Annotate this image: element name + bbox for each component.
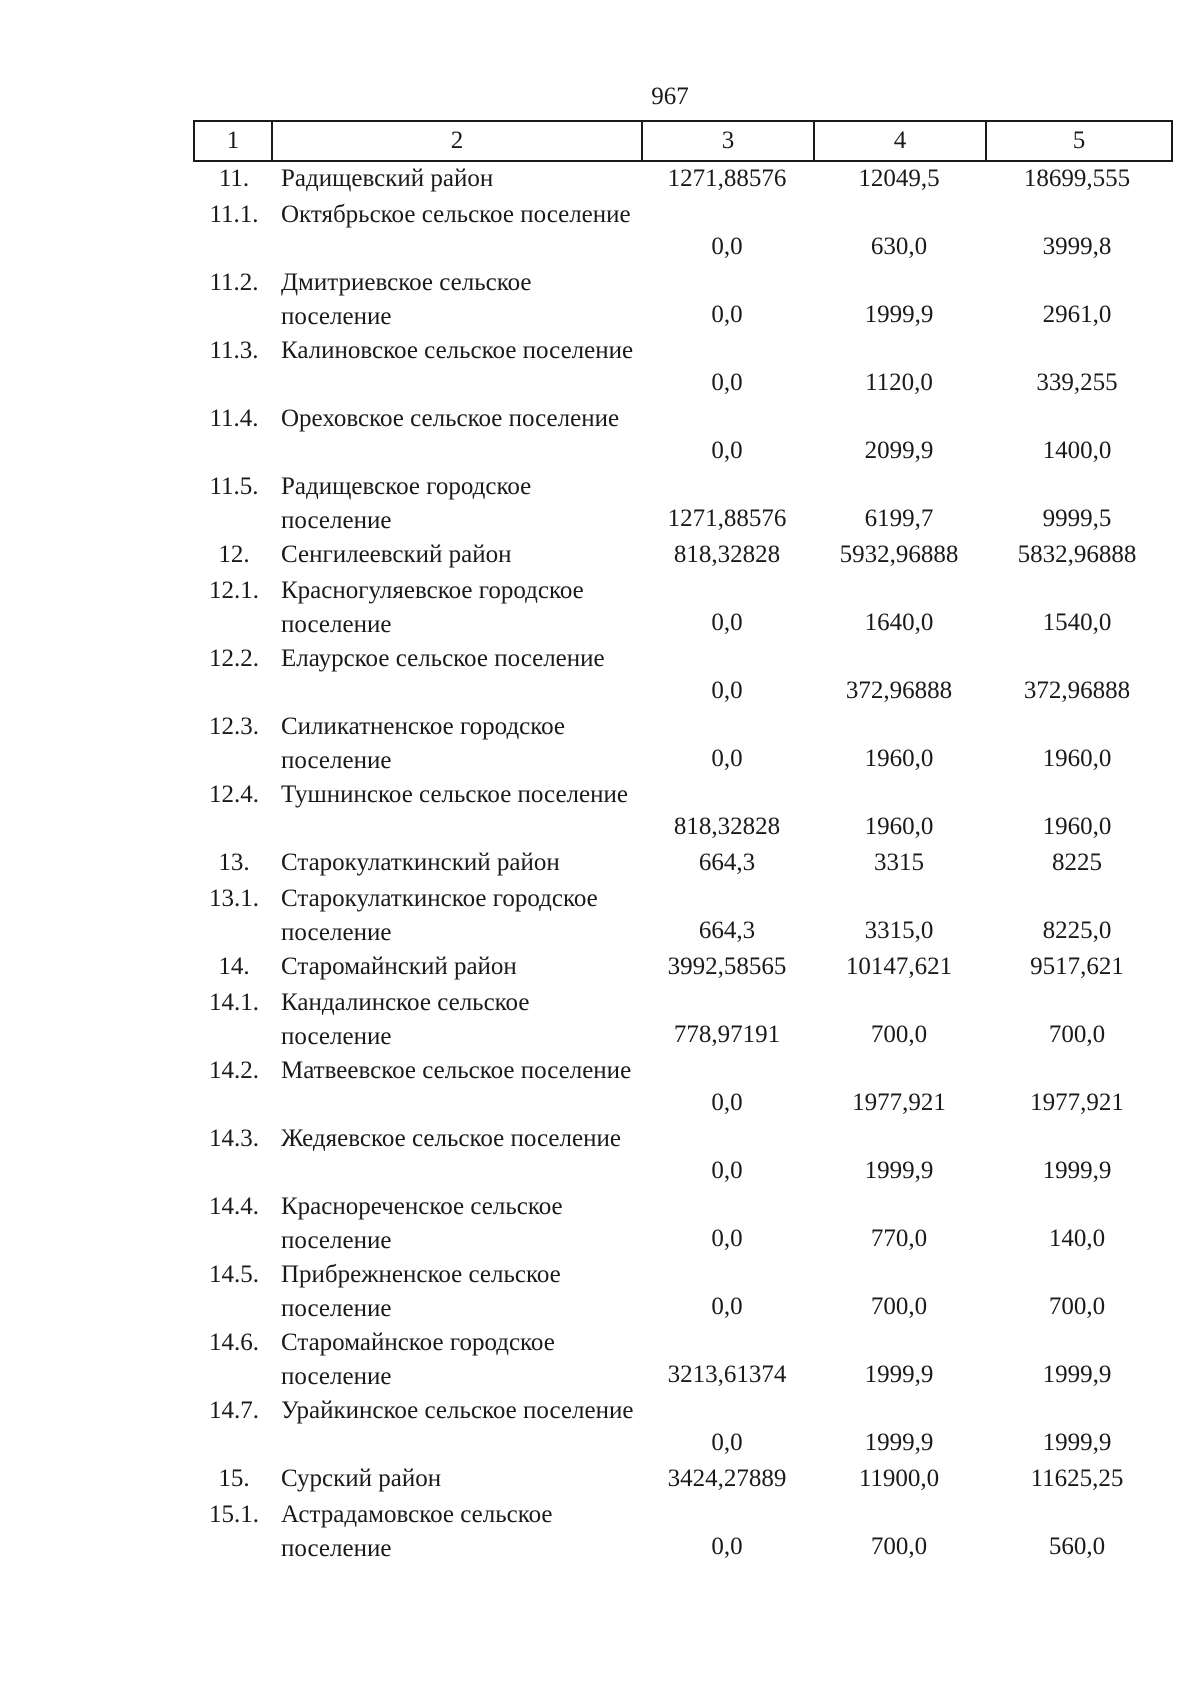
value-col-3: 0,0 bbox=[711, 1157, 743, 1184]
row-number: 14.4. bbox=[209, 1193, 259, 1220]
value-col-5: 372,96888 bbox=[1023, 677, 1131, 704]
row-number: 14.7. bbox=[209, 1397, 259, 1424]
table-body bbox=[193, 162, 1173, 1566]
row-number: 14.1. bbox=[209, 989, 259, 1016]
value-col-4: 5932,96888 bbox=[839, 541, 959, 568]
value-col-3: 0,0 bbox=[711, 301, 743, 328]
value-col-3: 0,0 bbox=[711, 1089, 743, 1116]
table-row bbox=[193, 1498, 1173, 1566]
table-row bbox=[193, 846, 1173, 882]
value-col-4: 11900,0 bbox=[858, 1465, 940, 1492]
value-col-5: 8225,0 bbox=[1042, 917, 1112, 944]
value-col-5: 1400,0 bbox=[1042, 437, 1112, 464]
table-row bbox=[193, 334, 1173, 402]
value-col-4: 630,0 bbox=[870, 233, 928, 260]
value-col-3: 818,32828 bbox=[673, 813, 781, 840]
value-col-5: 1977,921 bbox=[1030, 1089, 1124, 1116]
value-col-4: 12049,5 bbox=[858, 165, 940, 192]
row-name: Жедяевское сельское поселение bbox=[281, 1125, 621, 1152]
row-number: 12.2. bbox=[209, 645, 259, 672]
table-row bbox=[193, 882, 1173, 950]
header-col-2: 2 bbox=[273, 122, 643, 160]
row-number: 12.1. bbox=[209, 577, 259, 604]
row-name: Силикатненское городское поселение bbox=[281, 713, 566, 774]
header-col-1: 1 bbox=[195, 122, 273, 160]
value-col-5: 9517,621 bbox=[1030, 953, 1124, 980]
table-row bbox=[193, 470, 1173, 538]
value-col-4: 1999,9 bbox=[864, 1157, 934, 1184]
row-number: 11.2. bbox=[209, 269, 259, 296]
value-col-3: 818,32828 bbox=[673, 541, 781, 568]
row-number: 15. bbox=[218, 1465, 250, 1492]
table-row bbox=[193, 1122, 1173, 1190]
row-name: Прибрежненское сельское поселение bbox=[281, 1261, 561, 1322]
value-col-4: 700,0 bbox=[870, 1533, 928, 1560]
row-name: Радищевский район bbox=[281, 165, 494, 192]
value-col-4: 700,0 bbox=[870, 1293, 928, 1320]
row-name: Радищевское городское поселение bbox=[281, 473, 532, 534]
value-col-4: 770,0 bbox=[870, 1225, 928, 1252]
row-number: 15.1. bbox=[209, 1501, 259, 1528]
value-col-5: 140,0 bbox=[1048, 1225, 1106, 1252]
row-number: 12.3. bbox=[209, 713, 259, 740]
row-number: 11.4. bbox=[209, 405, 259, 432]
value-col-4: 2099,9 bbox=[864, 437, 934, 464]
row-number: 14.5. bbox=[209, 1261, 259, 1288]
table-row bbox=[193, 266, 1173, 334]
table-row bbox=[193, 402, 1173, 470]
value-col-3: 0,0 bbox=[711, 1429, 743, 1456]
value-col-3: 0,0 bbox=[711, 677, 743, 704]
value-col-3: 1271,88576 bbox=[667, 165, 787, 192]
value-col-5: 700,0 bbox=[1048, 1293, 1106, 1320]
row-name: Тушнинское сельское поселение bbox=[281, 781, 628, 808]
row-number: 11. bbox=[218, 165, 250, 192]
value-col-4: 1977,921 bbox=[852, 1089, 946, 1116]
value-col-4: 1999,9 bbox=[864, 1361, 934, 1388]
row-number: 12.4. bbox=[209, 781, 259, 808]
row-name: Урайкинское сельское поселение bbox=[281, 1397, 634, 1424]
row-name: Сурский район bbox=[281, 1465, 442, 1492]
value-col-4: 1999,9 bbox=[864, 1429, 934, 1456]
table-row bbox=[193, 162, 1173, 198]
row-name: Краснореченское сельское поселение bbox=[281, 1193, 563, 1254]
value-col-5: 339,255 bbox=[1036, 369, 1118, 396]
value-col-5: 5832,96888 bbox=[1017, 541, 1137, 568]
row-number: 13.1. bbox=[209, 885, 259, 912]
table-row bbox=[193, 986, 1173, 1054]
row-name: Сенгилеевский район bbox=[281, 541, 512, 568]
value-col-5: 11625,25 bbox=[1030, 1465, 1124, 1492]
row-name: Астрадамовское сельское поселение bbox=[281, 1501, 553, 1562]
value-col-3: 0,0 bbox=[711, 1293, 743, 1320]
value-col-5: 3999,8 bbox=[1042, 233, 1112, 260]
row-number: 11.3. bbox=[209, 337, 259, 364]
value-col-4: 1999,9 bbox=[864, 301, 934, 328]
table-header-row bbox=[193, 120, 1173, 162]
row-name: Старомайнское городское поселение bbox=[281, 1329, 555, 1390]
table-row bbox=[193, 1326, 1173, 1394]
value-col-3: 0,0 bbox=[711, 437, 743, 464]
table-row bbox=[193, 642, 1173, 710]
row-name: Елаурское сельское поселение bbox=[281, 645, 605, 672]
value-col-3: 3992,58565 bbox=[667, 953, 787, 980]
value-col-3: 0,0 bbox=[711, 1225, 743, 1252]
table-row bbox=[193, 1258, 1173, 1326]
value-col-4: 1960,0 bbox=[864, 813, 934, 840]
row-number: 11.5. bbox=[209, 473, 259, 500]
value-col-3: 0,0 bbox=[711, 233, 743, 260]
value-col-5: 8225 bbox=[1052, 849, 1102, 876]
value-col-3: 664,3 bbox=[698, 849, 756, 876]
header-col-3: 3 bbox=[643, 122, 815, 160]
value-col-3: 778,97191 bbox=[673, 1021, 781, 1048]
header-col-5: 5 bbox=[1072, 127, 1086, 154]
row-number: 14.2. bbox=[209, 1057, 259, 1084]
value-col-4: 1120,0 bbox=[865, 369, 933, 396]
value-col-5: 1999,9 bbox=[1042, 1361, 1112, 1388]
row-number: 14. bbox=[218, 953, 250, 980]
value-col-4: 3315,0 bbox=[864, 917, 934, 944]
value-col-4: 1640,0 bbox=[864, 609, 934, 636]
table-row bbox=[193, 1462, 1173, 1498]
page-number: 967 bbox=[651, 83, 689, 110]
table-row bbox=[193, 538, 1173, 574]
row-name: Старомайнский район bbox=[281, 953, 517, 980]
value-col-5: 1999,9 bbox=[1042, 1157, 1112, 1184]
value-col-5: 560,0 bbox=[1048, 1533, 1106, 1560]
table-row bbox=[193, 1054, 1173, 1122]
row-number: 12. bbox=[218, 541, 250, 568]
value-col-5: 18699,555 bbox=[1023, 165, 1131, 192]
value-col-3: 0,0 bbox=[711, 745, 743, 772]
row-number: 11.1. bbox=[209, 201, 259, 228]
value-col-5: 1540,0 bbox=[1042, 609, 1112, 636]
value-col-3: 0,0 bbox=[711, 609, 743, 636]
row-number: 14.6. bbox=[209, 1329, 259, 1356]
row-name: Красногуляевское городское поселение bbox=[281, 577, 584, 638]
value-col-3: 0,0 bbox=[711, 1533, 743, 1560]
value-col-5: 2961,0 bbox=[1042, 301, 1112, 328]
value-col-3: 664,3 bbox=[698, 917, 756, 944]
row-name: Дмитриевское сельское поселение bbox=[281, 269, 532, 330]
row-name: Матвеевское сельское поселение bbox=[281, 1057, 632, 1084]
row-name: Старокулаткинское городское поселение bbox=[281, 885, 598, 946]
table-row bbox=[193, 710, 1173, 778]
table-row bbox=[193, 1190, 1173, 1258]
table-row bbox=[193, 778, 1173, 846]
value-col-3: 3424,27889 bbox=[667, 1465, 787, 1492]
row-name: Октябрьское сельское поселение bbox=[281, 201, 631, 228]
value-col-5: 9999,5 bbox=[1042, 505, 1112, 532]
row-number: 13. bbox=[218, 849, 250, 876]
table-row bbox=[193, 574, 1173, 642]
value-col-5: 1999,9 bbox=[1042, 1429, 1112, 1456]
value-col-3: 1271,88576 bbox=[667, 505, 787, 532]
value-col-4: 3315 bbox=[874, 849, 924, 876]
row-name: Ореховское сельское поселение bbox=[281, 405, 620, 432]
value-col-4: 1960,0 bbox=[864, 745, 934, 772]
budget-table bbox=[193, 120, 1173, 1566]
table-row bbox=[193, 950, 1173, 986]
value-col-3: 0,0 bbox=[711, 369, 743, 396]
table-row bbox=[193, 198, 1173, 266]
value-col-4: 372,96888 bbox=[845, 677, 953, 704]
header-col-4: 4 bbox=[815, 122, 987, 160]
row-name: Калиновское сельское поселение bbox=[281, 337, 634, 364]
value-col-5: 1960,0 bbox=[1042, 745, 1112, 772]
value-col-3: 3213,61374 bbox=[667, 1361, 787, 1388]
row-name: Старокулаткинский район bbox=[281, 849, 560, 876]
value-col-4: 10147,621 bbox=[845, 953, 953, 980]
row-number: 14.3. bbox=[209, 1125, 259, 1152]
row-name: Кандалинское сельское поселение bbox=[281, 989, 530, 1050]
table-row bbox=[193, 1394, 1173, 1462]
value-col-5: 1960,0 bbox=[1042, 813, 1112, 840]
value-col-4: 6199,7 bbox=[864, 505, 934, 532]
value-col-5: 700,0 bbox=[1048, 1021, 1106, 1048]
value-col-4: 700,0 bbox=[870, 1021, 928, 1048]
